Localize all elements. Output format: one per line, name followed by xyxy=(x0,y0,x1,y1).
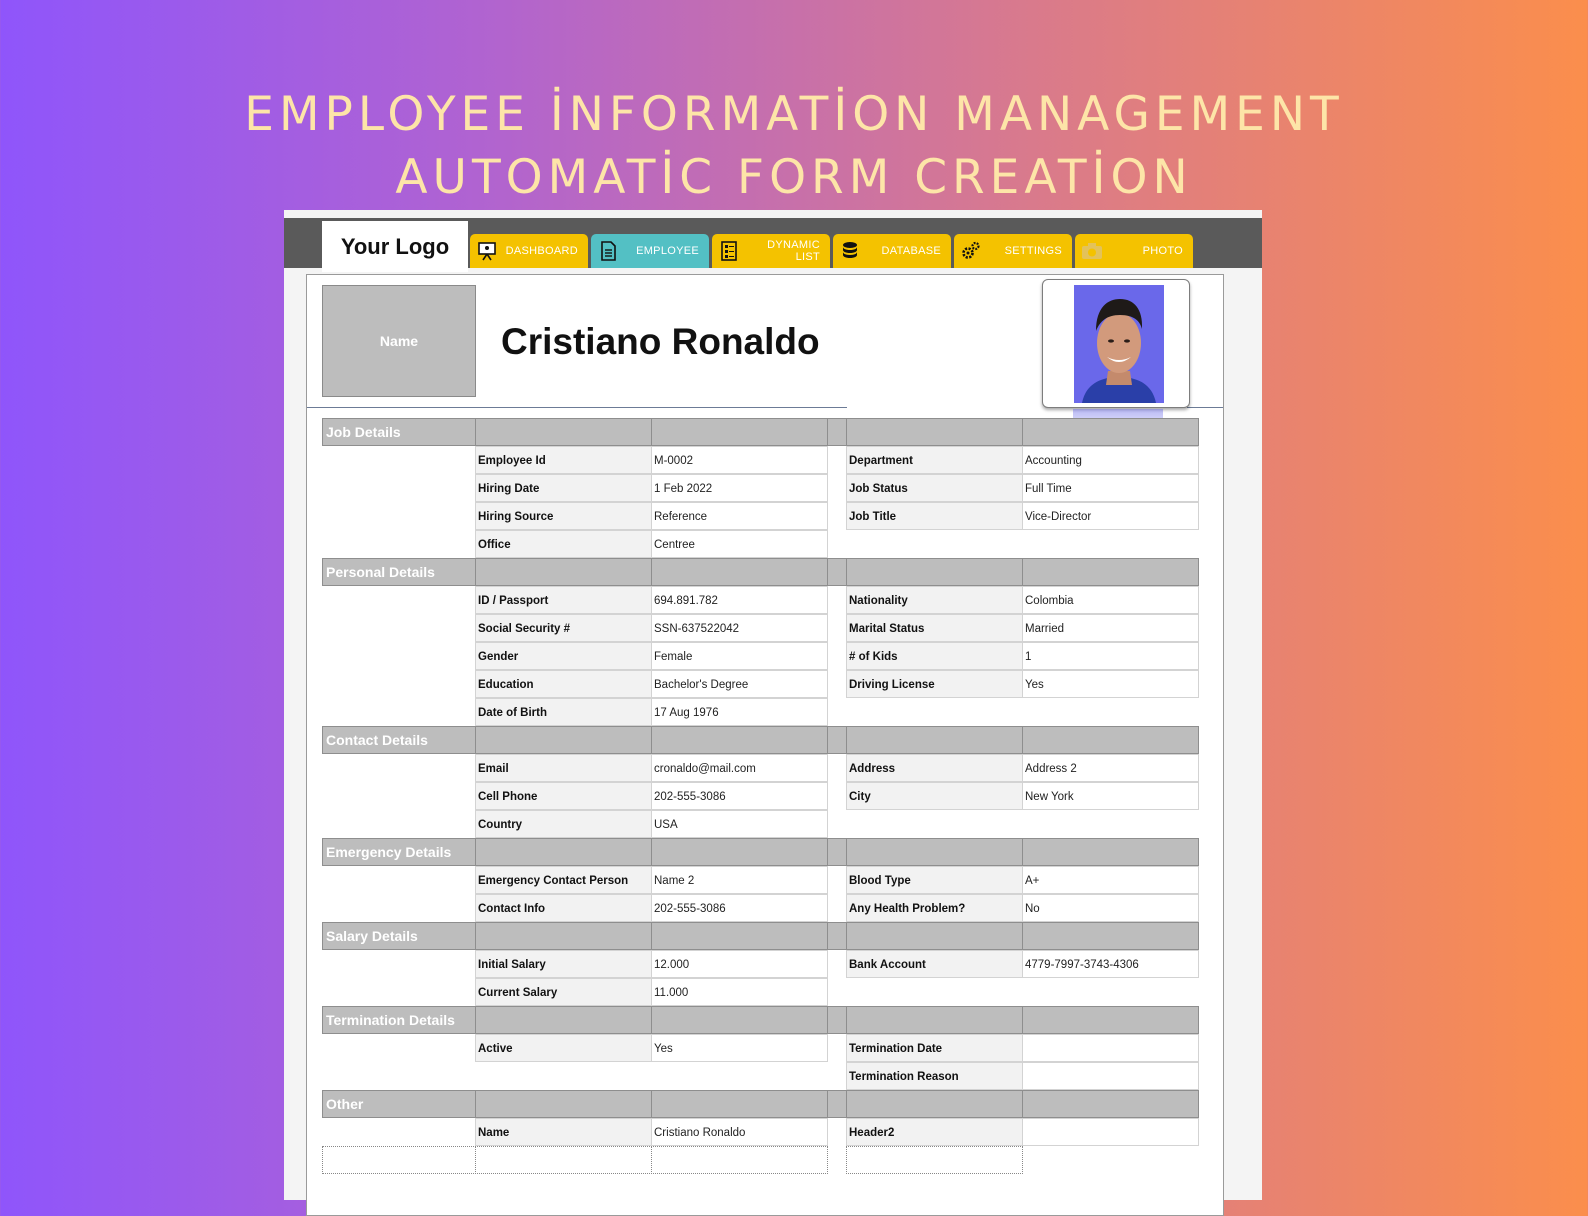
tab-employee[interactable] xyxy=(591,234,709,268)
field-label: Active xyxy=(475,1034,652,1062)
field-label: Education xyxy=(475,670,652,698)
section-header-cell xyxy=(827,838,847,866)
field-label: Job Title xyxy=(846,502,1023,530)
field-label: Marital Status xyxy=(846,614,1023,642)
employee-photo-frame[interactable] xyxy=(1042,279,1190,408)
section-header-cell xyxy=(475,838,652,866)
section-header-cell xyxy=(846,838,1023,866)
section-header-cell xyxy=(475,922,652,950)
field-value[interactable]: cronaldo@mail.com xyxy=(651,754,828,782)
section-header-cell xyxy=(475,418,652,446)
empty-cell[interactable] xyxy=(651,1146,828,1174)
tab-label: SETTINGS xyxy=(1004,245,1062,257)
empty-cell[interactable] xyxy=(475,1146,652,1174)
field-value[interactable]: SSN-637522042 xyxy=(651,614,828,642)
field-value[interactable]: USA xyxy=(651,810,828,838)
field-value[interactable]: Yes xyxy=(1022,670,1199,698)
name-label-box: Name xyxy=(322,285,476,397)
field-value[interactable]: 17 Aug 1976 xyxy=(651,698,828,726)
section-header-cell xyxy=(827,418,847,446)
field-label: City xyxy=(846,782,1023,810)
document-icon xyxy=(597,240,619,262)
section-header-cell xyxy=(651,838,828,866)
field-label: Department xyxy=(846,446,1023,474)
tab-dashboard[interactable] xyxy=(470,234,588,268)
field-label: Hiring Source xyxy=(475,502,652,530)
employee-form-sheet xyxy=(306,274,1224,1216)
field-value[interactable]: Accounting xyxy=(1022,446,1199,474)
field-label: Header2 xyxy=(846,1118,1023,1146)
field-value[interactable]: Centree xyxy=(651,530,828,558)
section-title: Personal Details xyxy=(322,558,476,586)
field-label: Blood Type xyxy=(846,866,1023,894)
section-header-cell xyxy=(651,1006,828,1034)
section-header-cell xyxy=(846,922,1023,950)
field-label: Address xyxy=(846,754,1023,782)
section-header-cell xyxy=(846,418,1023,446)
logo: Your Logo xyxy=(322,221,468,272)
field-value[interactable]: 694.891.782 xyxy=(651,586,828,614)
section-title: Emergency Details xyxy=(322,838,476,866)
field-label: Bank Account xyxy=(846,950,1023,978)
section-header-cell xyxy=(1022,922,1199,950)
empty-cell[interactable] xyxy=(322,1146,476,1174)
section-title: Job Details xyxy=(322,418,476,446)
tab-settings[interactable] xyxy=(954,234,1072,268)
field-value[interactable]: 4779-7997-3743-4306 xyxy=(1022,950,1199,978)
field-label: Job Status xyxy=(846,474,1023,502)
banner-title-line2: AUTOMATİC FORM CREATİON xyxy=(395,150,1193,205)
field-value[interactable]: Female xyxy=(651,642,828,670)
section-header-cell xyxy=(1022,838,1199,866)
field-value[interactable]: 11.000 xyxy=(651,978,828,1006)
employee-photo xyxy=(1074,285,1164,403)
tab-label: DASHBOARD xyxy=(505,245,578,257)
field-label: Termination Date xyxy=(846,1034,1023,1062)
field-label: Nationality xyxy=(846,586,1023,614)
tab-label: PHOTO xyxy=(1142,245,1183,257)
divider xyxy=(307,407,847,408)
field-label: Initial Salary xyxy=(475,950,652,978)
section-header-cell xyxy=(846,1090,1023,1118)
section-header-cell xyxy=(846,726,1023,754)
section-header-cell xyxy=(1022,418,1199,446)
field-value[interactable]: Cristiano Ronaldo xyxy=(651,1118,828,1146)
field-value[interactable]: Vice-Director xyxy=(1022,502,1199,530)
field-label: Employee Id xyxy=(475,446,652,474)
section-header-cell xyxy=(827,726,847,754)
field-label: # of Kids xyxy=(846,642,1023,670)
field-label: Gender xyxy=(475,642,652,670)
field-value[interactable]: 202-555-3086 xyxy=(651,894,828,922)
section-header-cell xyxy=(651,726,828,754)
camera-icon xyxy=(1081,240,1103,262)
field-label: Any Health Problem? xyxy=(846,894,1023,922)
tab-label: EMPLOYEE xyxy=(636,245,699,257)
field-label: Current Salary xyxy=(475,978,652,1006)
section-title: Salary Details xyxy=(322,922,476,950)
section-header-cell xyxy=(846,1006,1023,1034)
field-label: Social Security # xyxy=(475,614,652,642)
field-value[interactable]: 1 xyxy=(1022,642,1199,670)
section-header-cell xyxy=(827,558,847,586)
divider xyxy=(1187,407,1223,408)
field-label: Office xyxy=(475,530,652,558)
gears-icon xyxy=(960,240,982,262)
section-title: Contact Details xyxy=(322,726,476,754)
field-label: Cell Phone xyxy=(475,782,652,810)
section-header-cell xyxy=(651,922,828,950)
section-header-cell xyxy=(827,1006,847,1034)
field-value[interactable]: 12.000 xyxy=(651,950,828,978)
field-label: Hiring Date xyxy=(475,474,652,502)
empty-cell[interactable] xyxy=(846,1146,1023,1174)
tab-database[interactable] xyxy=(833,234,951,268)
field-value[interactable]: Married xyxy=(1022,614,1199,642)
checklist-icon xyxy=(718,240,740,262)
field-label: Country xyxy=(475,810,652,838)
field-value[interactable]: A+ xyxy=(1022,866,1199,894)
employee-name-heading: Cristiano Ronaldo xyxy=(501,321,820,362)
spreadsheet-window xyxy=(284,210,1262,1200)
section-title: Termination Details xyxy=(322,1006,476,1034)
section-header-cell xyxy=(651,558,828,586)
section-header-cell xyxy=(1022,558,1199,586)
field-label: Termination Reason xyxy=(846,1062,1023,1090)
tab-label: DYNAMIC LIST xyxy=(767,239,820,263)
field-value[interactable]: Bachelor's Degree xyxy=(651,670,828,698)
field-value[interactable]: 202-555-3086 xyxy=(651,782,828,810)
field-label: Name xyxy=(475,1118,652,1146)
tab-photo[interactable] xyxy=(1075,234,1193,268)
field-value[interactable]: Colombia xyxy=(1022,586,1199,614)
field-label: Contact Info xyxy=(475,894,652,922)
field-value[interactable]: Full Time xyxy=(1022,474,1199,502)
presentation-icon xyxy=(476,240,498,262)
field-value[interactable] xyxy=(1022,1062,1199,1090)
section-header-cell xyxy=(651,418,828,446)
section-header-cell xyxy=(827,922,847,950)
field-value[interactable]: New York xyxy=(1022,782,1199,810)
field-value[interactable]: Yes xyxy=(651,1034,828,1062)
field-value[interactable]: Reference xyxy=(651,502,828,530)
section-header-cell xyxy=(475,1006,652,1034)
field-label: Email xyxy=(475,754,652,782)
field-value[interactable]: 1 Feb 2022 xyxy=(651,474,828,502)
tab-dynamic-list[interactable] xyxy=(712,234,830,268)
field-label: Emergency Contact Person xyxy=(475,866,652,894)
field-label: Date of Birth xyxy=(475,698,652,726)
field-label: Driving License xyxy=(846,670,1023,698)
field-value[interactable]: Address 2 xyxy=(1022,754,1199,782)
section-header-cell xyxy=(1022,1090,1199,1118)
section-header-cell xyxy=(475,1090,652,1118)
banner-title-line1: EMPLOYEE İNFORMATİON MANAGEMENT xyxy=(244,87,1344,142)
section-header-cell xyxy=(1022,1006,1199,1034)
field-value[interactable]: Name 2 xyxy=(651,866,828,894)
section-title: Other xyxy=(322,1090,476,1118)
field-label: ID / Passport xyxy=(475,586,652,614)
section-header-cell xyxy=(1022,726,1199,754)
section-header-cell xyxy=(846,558,1023,586)
field-value[interactable]: M-0002 xyxy=(651,446,828,474)
field-value[interactable] xyxy=(1022,1118,1199,1146)
section-header-cell xyxy=(827,1090,847,1118)
database-icon xyxy=(839,240,861,262)
section-header-cell xyxy=(651,1090,828,1118)
section-header-cell xyxy=(475,726,652,754)
tab-label: DATABASE xyxy=(881,245,941,257)
section-header-cell xyxy=(475,558,652,586)
field-value[interactable]: No xyxy=(1022,894,1199,922)
field-value[interactable] xyxy=(1022,1034,1199,1062)
